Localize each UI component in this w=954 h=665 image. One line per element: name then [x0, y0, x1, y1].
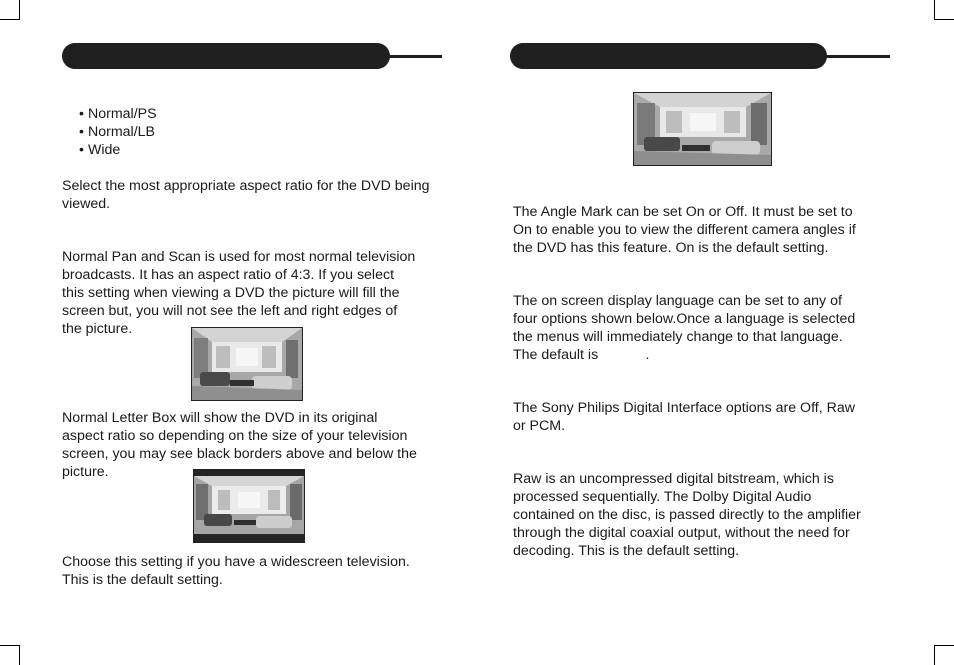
right-section-banner	[510, 43, 827, 69]
crop-mark	[19, 0, 20, 20]
spdif-description: The Sony Philips Digital Interface options are Off, Raw or PCM.	[513, 400, 855, 434]
crop-mark	[934, 645, 954, 646]
option-normal-lb: • Normal/LB	[79, 123, 157, 141]
crop-mark	[0, 19, 20, 20]
aspect-ratio-options	[79, 105, 157, 159]
pan-scan-room-photo	[191, 327, 303, 401]
option-normal-ps: • Normal/PS	[79, 105, 157, 123]
crop-mark	[934, 19, 954, 20]
wide-description: Choose this setting if you have a widescreen television. This is the default setting.	[62, 554, 410, 588]
pan-scan-description: Normal Pan and Scan is used for most normal television broadcasts. It has an aspect ratio of 4:3. If you select this setting when viewing a DVD the picture will fill the screen but, you will not see the left and right edges of the picture.	[62, 249, 416, 337]
raw-description: Raw is an uncompressed digital bitstream, which is processed sequentially. The Dolby Digital Audio contained on the disc, is passed directly to the amplifier through the digital coaxial output, without the need for decoding. This is the default setting.	[513, 471, 861, 559]
aspect-intro: Select the most appropriate aspect ratio for the DVD being viewed.	[62, 178, 430, 212]
letterbox-description: Normal Letter Box will show the DVD in its original aspect ratio so depending on the size of your television screen, you may see black borders above and below the picture.	[62, 410, 417, 480]
angle-mark-description: The Angle Mark can be set On or Off. It must be set to On to enable you to view the different camera angles if the DVD has this feature. On is the default setting.	[513, 204, 856, 256]
left-banner-rule	[380, 55, 442, 58]
crop-mark	[19, 645, 20, 665]
option-wide: • Wide	[79, 141, 157, 159]
angle-room-photo	[633, 92, 772, 166]
crop-mark	[934, 645, 935, 665]
crop-mark	[934, 0, 935, 20]
osd-language-description: The on screen display language can be set to any of four options shown below.Once a language is selected the menus will immediately change to that language. The default is .	[513, 293, 856, 363]
crop-mark	[0, 645, 20, 646]
letterbox-room-photo	[193, 469, 305, 543]
left-section-banner	[62, 43, 390, 69]
right-banner-rule	[817, 55, 890, 58]
